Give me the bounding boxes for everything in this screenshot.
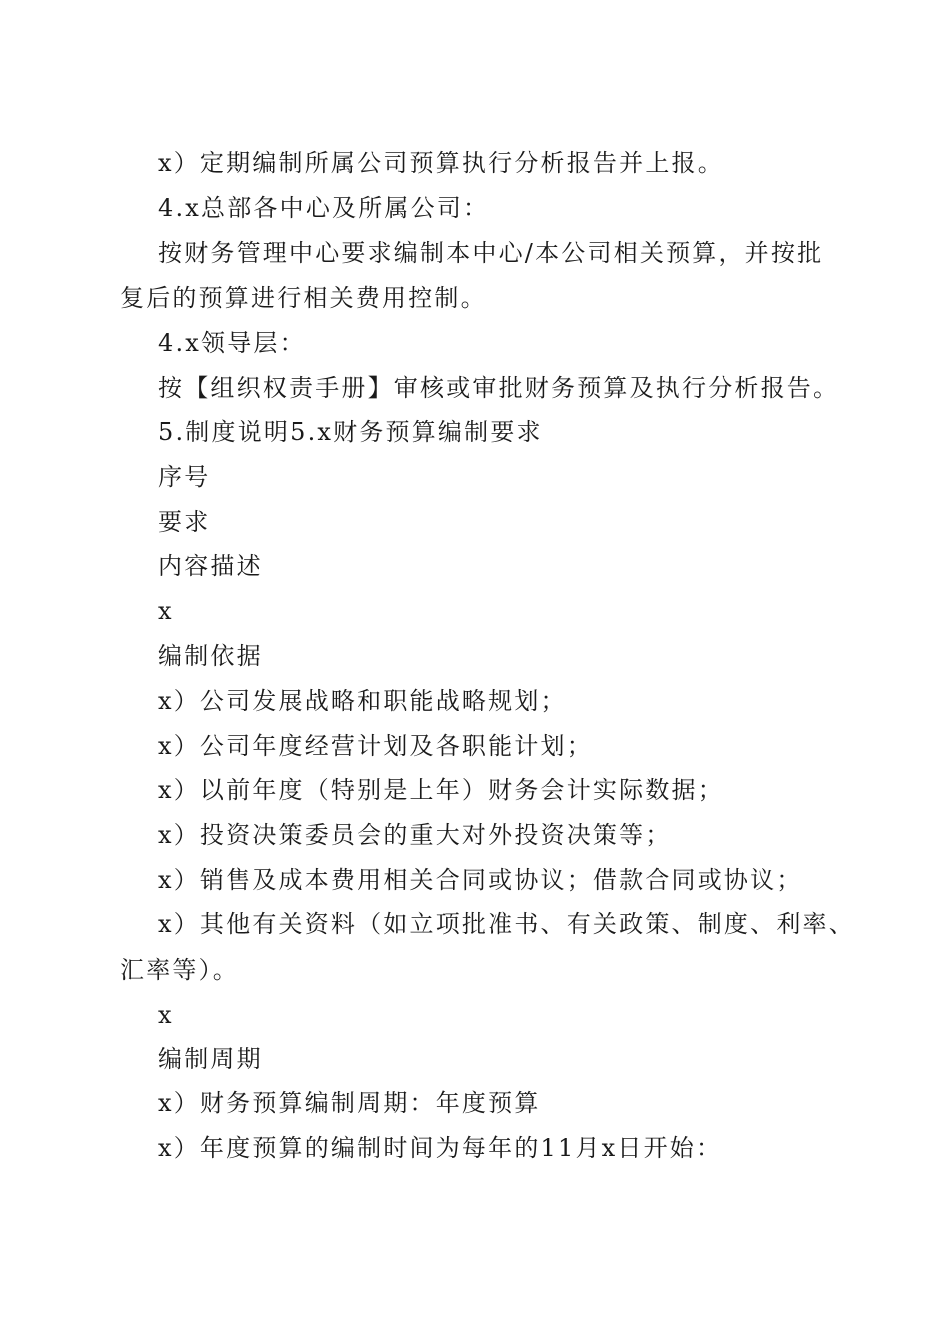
table-header-cell: 序号 (158, 463, 211, 491)
section-heading: 4.x领导层： (158, 329, 306, 357)
table-header-cell: 要求 (158, 508, 211, 536)
table-header-cell: 内容描述 (158, 552, 263, 580)
text-line: 按【组织权责手册】审核或审批财务预算及执行分析报告。 (158, 374, 840, 402)
table-cell: x）财务预算编制周期：年度预算 (158, 1089, 541, 1117)
text-line-continuation: 复后的预算进行相关费用控制。 (120, 284, 487, 312)
table-cell: x）以前年度（特别是上年）财务会计实际数据； (158, 776, 724, 804)
table-cell: x (158, 597, 174, 625)
table-cell: x）公司发展战略和职能战略规划； (158, 687, 567, 715)
table-cell: x）公司年度经营计划及各职能计划； (158, 732, 593, 760)
table-cell-continuation: 汇率等）。 (120, 956, 239, 984)
table-cell: x (158, 1001, 174, 1029)
table-cell: 编制周期 (158, 1045, 263, 1073)
table-cell: 编制依据 (158, 642, 263, 670)
table-cell: x）年度预算的编制时间为每年的11月x日开始： (158, 1134, 723, 1162)
section-heading: 4.x总部各中心及所属公司： (158, 194, 490, 222)
section-heading: 5.制度说明5.x财务预算编制要求 (158, 418, 543, 446)
table-cell: x）其他有关资料（如立项批准书、有关政策、制度、利率、 (158, 910, 855, 938)
text-line: x）定期编制所属公司预算执行分析报告并上报。 (158, 149, 724, 177)
text-line: 按财务管理中心要求编制本中心/本公司相关预算，并按批 (158, 239, 824, 267)
table-cell: x）投资决策委员会的重大对外投资决策等； (158, 821, 672, 849)
table-cell: x）销售及成本费用相关合同或协议；借款合同或协议； (158, 866, 803, 894)
